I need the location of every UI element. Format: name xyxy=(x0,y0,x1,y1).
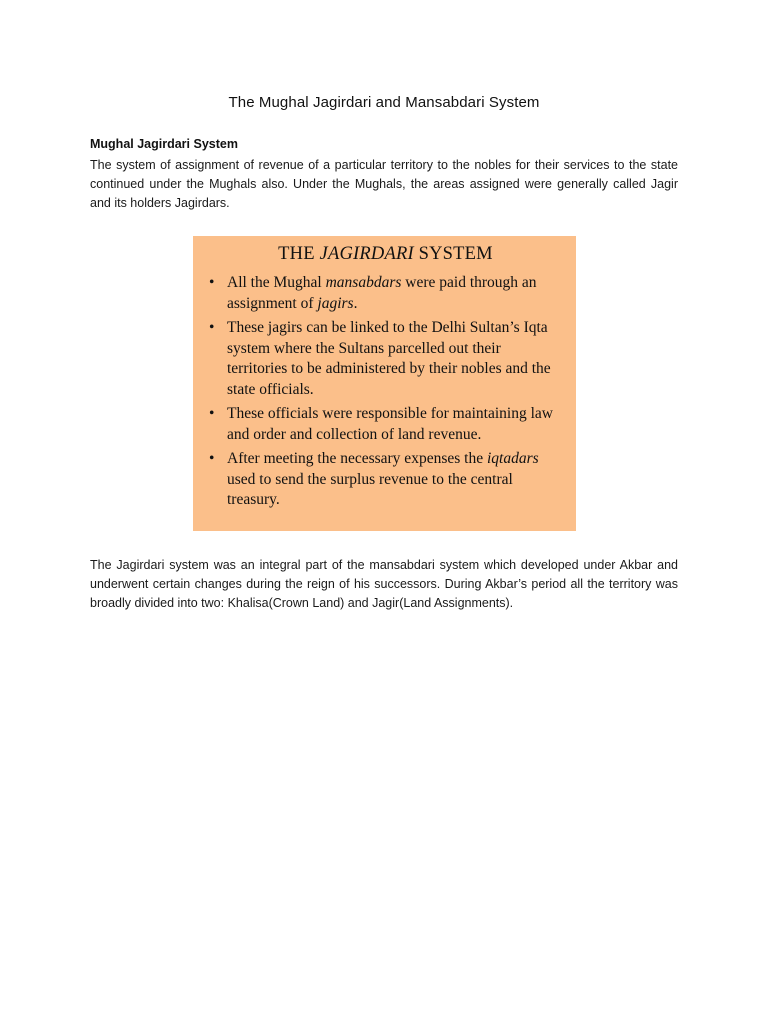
bullet-icon: • xyxy=(209,274,215,291)
bullet-icon: • xyxy=(209,405,215,422)
figure-bullet-list xyxy=(209,273,562,511)
figure-title-suffix: SYSTEM xyxy=(413,244,493,264)
figure-bullet-item xyxy=(209,318,562,400)
bullet-text: used to send the surplus revenue to the central treasury. xyxy=(227,470,513,508)
bullet-text: These jagirs can be linked to the Delhi Sultan’s Iqta system where the Sultans parcelled out their territories to be administered by their nobles and the state officials. xyxy=(227,319,551,398)
figure-bullet-item xyxy=(209,449,562,511)
figure-title-prefix: THE xyxy=(278,244,320,264)
bullet-text: All the Mughal xyxy=(227,274,326,291)
figure-title-italic: JAGIRDARI xyxy=(319,244,414,264)
bullet-icon: • xyxy=(209,450,215,467)
bullet-italic-term: mansabdars xyxy=(325,274,402,291)
page-title: The Mughal Jagirdari and Mansabdari System xyxy=(228,94,540,111)
bullet-text: were paid through an assignment of xyxy=(227,274,537,312)
figure-bullet-item xyxy=(209,404,562,445)
jagirdari-figure xyxy=(193,236,576,531)
section-heading: Mughal Jagirdari System xyxy=(90,137,238,151)
bullet-icon: • xyxy=(209,319,215,336)
bullet-text: These officials were responsible for maintaining law and order and collection of land revenue. xyxy=(227,405,553,443)
figure-bullet-item xyxy=(209,273,562,314)
figure-title xyxy=(209,244,562,265)
intro-paragraph: The system of assignment of revenue of a particular territory to the nobles for their services to the state continued under the Mughals also. Under the Mughals, the areas assigned were generally called Jagir and its holders Jagirdars. xyxy=(90,158,678,210)
bullet-text: After meeting the necessary expenses the xyxy=(227,450,487,467)
body-paragraph: The Jagirdari system was an integral part of the mansabdari system which developed under Akbar and underwent certain changes during the reign of his successors. During Akbar’s period all the territory was broadly divided into two: Khalisa(Crown Land) and Jagir(Land Assignments). xyxy=(90,558,678,610)
bullet-italic-term: iqtadars xyxy=(486,450,539,467)
bullet-text: . xyxy=(353,294,358,312)
bullet-italic-term: jagirs xyxy=(317,294,354,312)
